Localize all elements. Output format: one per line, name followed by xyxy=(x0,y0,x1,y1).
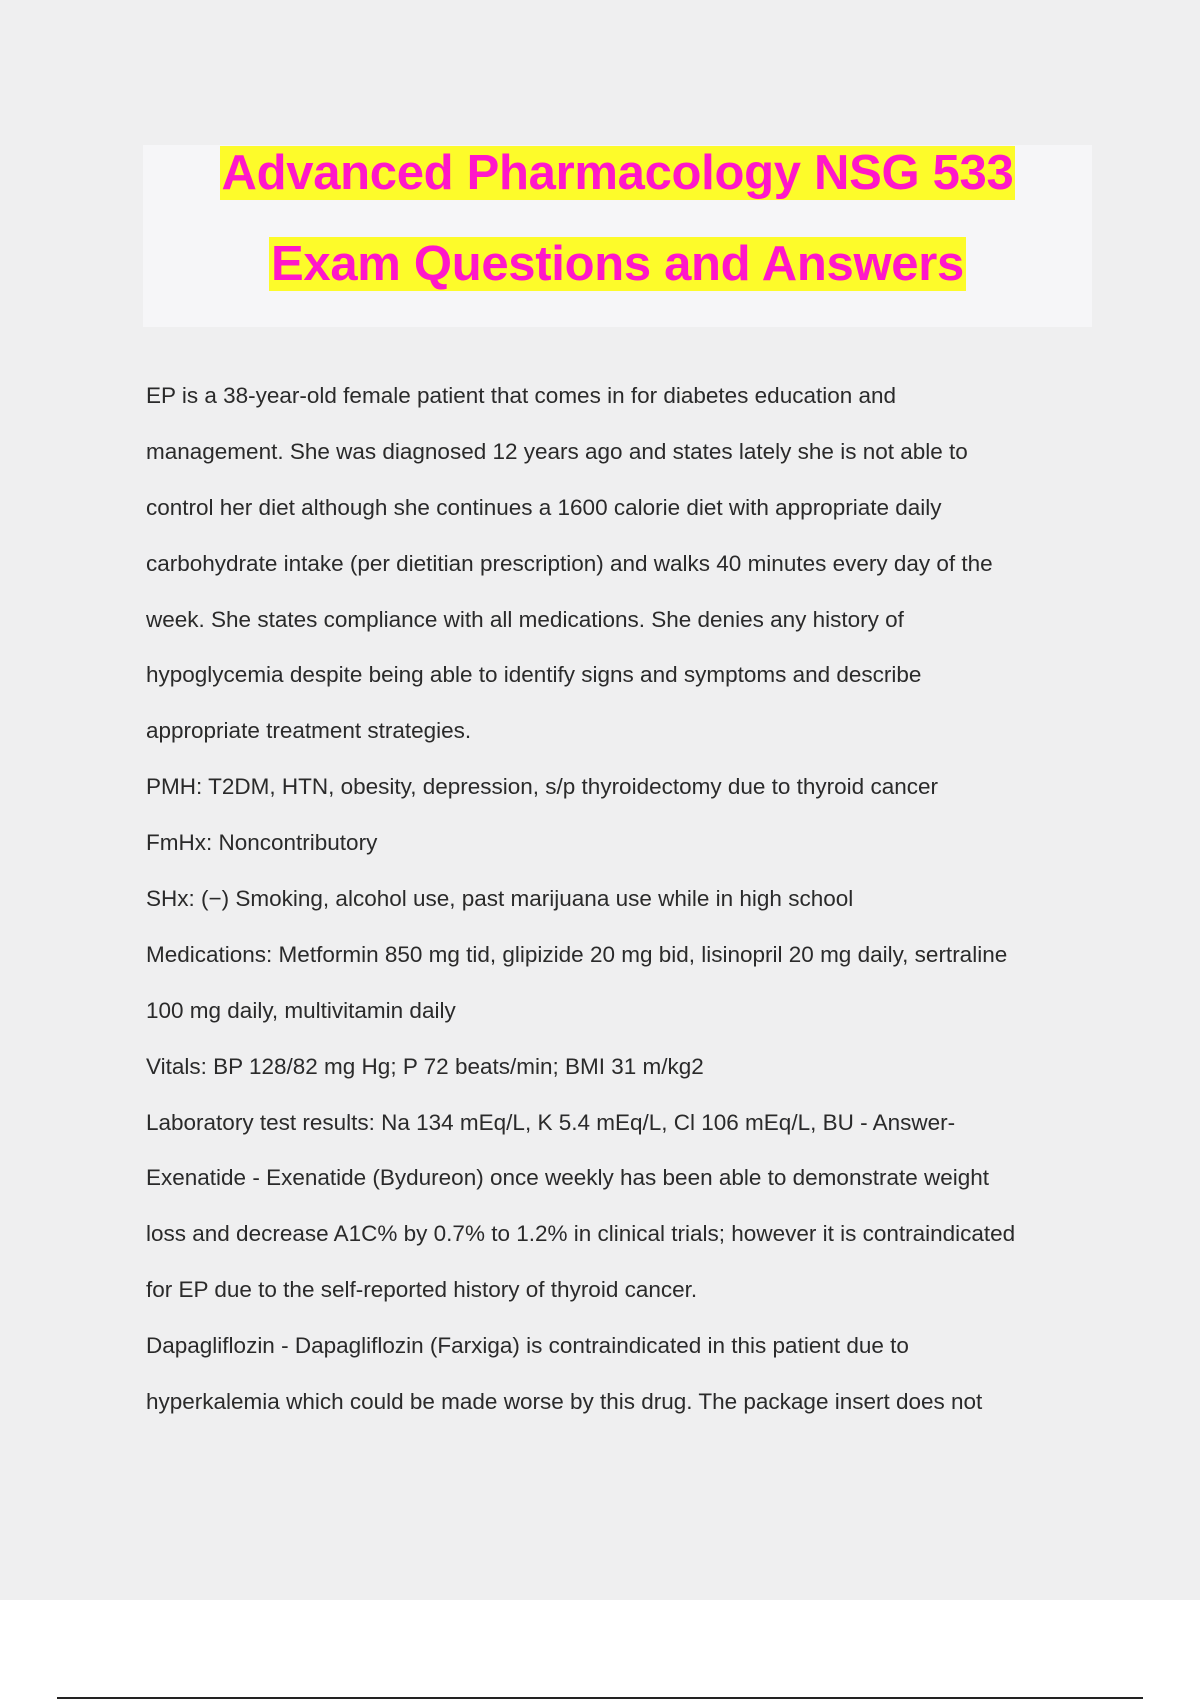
medications-line-cont: 100 mg daily, multivitamin daily xyxy=(146,997,456,1023)
body-line: EP is a 38-year-old female patient that comes in for diabetes education and xyxy=(146,383,897,408)
title-highlight-1: Advanced Pharmacology NSG 533 xyxy=(221,146,1014,200)
document-title-line-1 xyxy=(143,145,1092,201)
title-highlight-2: Exam Questions and Answers xyxy=(271,237,964,291)
body-line: management. She was diagnosed 12 years ago and states lately she is not able to xyxy=(146,438,968,464)
answer-exenatide-line-cont: loss and decrease A1C% by 0.7% to 1.2% in clinical trials; however it is contraindicated xyxy=(146,1221,1016,1247)
answer-dapagliflozin-line-cont: hyperkalemia which could be made worse by this drug. The package insert does not xyxy=(146,1389,983,1415)
answer-exenatide-line-cont: for EP due to the self-reported history of thyroid cancer. xyxy=(146,1277,698,1303)
fmhx-line: FmHx: Noncontributory xyxy=(146,830,378,856)
document-title-line-2 xyxy=(143,236,1092,292)
shx-line: SHx: (−) Smoking, alcohol use, past marijuana use while in high school xyxy=(146,886,854,912)
bottom-divider xyxy=(57,1697,1143,1699)
medications-line: Medications: Metformin 850 mg tid, glipizide 20 mg bid, lisinopril 20 mg daily, sertraline xyxy=(146,941,1008,967)
answer-exenatide-line: Exenatide - Exenatide (Bydureon) once weekly has been able to demonstrate weight xyxy=(146,1165,990,1191)
body-line: week. She states compliance with all medications. She denies any history of xyxy=(146,606,904,632)
pmh-line: PMH: T2DM, HTN, obesity, depression, s/p thyroidectomy due to thyroid cancer xyxy=(146,774,938,800)
vitals-line: Vitals: BP 128/82 mg Hg; P 72 beats/min; BMI 31 m/kg2 xyxy=(146,1053,704,1079)
body-line: appropriate treatment strategies. xyxy=(146,718,472,744)
document-body xyxy=(146,378,1096,1440)
body-line: carbohydrate intake (per dietitian prescription) and walks 40 minutes every day of the xyxy=(146,550,993,576)
answer-dapagliflozin-line: Dapagliflozin - Dapagliflozin (Farxiga) is contraindicated in this patient due to xyxy=(146,1333,909,1359)
lab-results-line: Laboratory test results: Na 134 mEq/L, K 5.4 mEq/L, Cl 106 mEq/L, BU - Answer- xyxy=(146,1109,956,1135)
body-line: hypoglycemia despite being able to identify signs and symptoms and describe xyxy=(146,662,922,688)
body-line: control her diet although she continues a 1600 calorie diet with appropriate daily xyxy=(146,494,942,520)
